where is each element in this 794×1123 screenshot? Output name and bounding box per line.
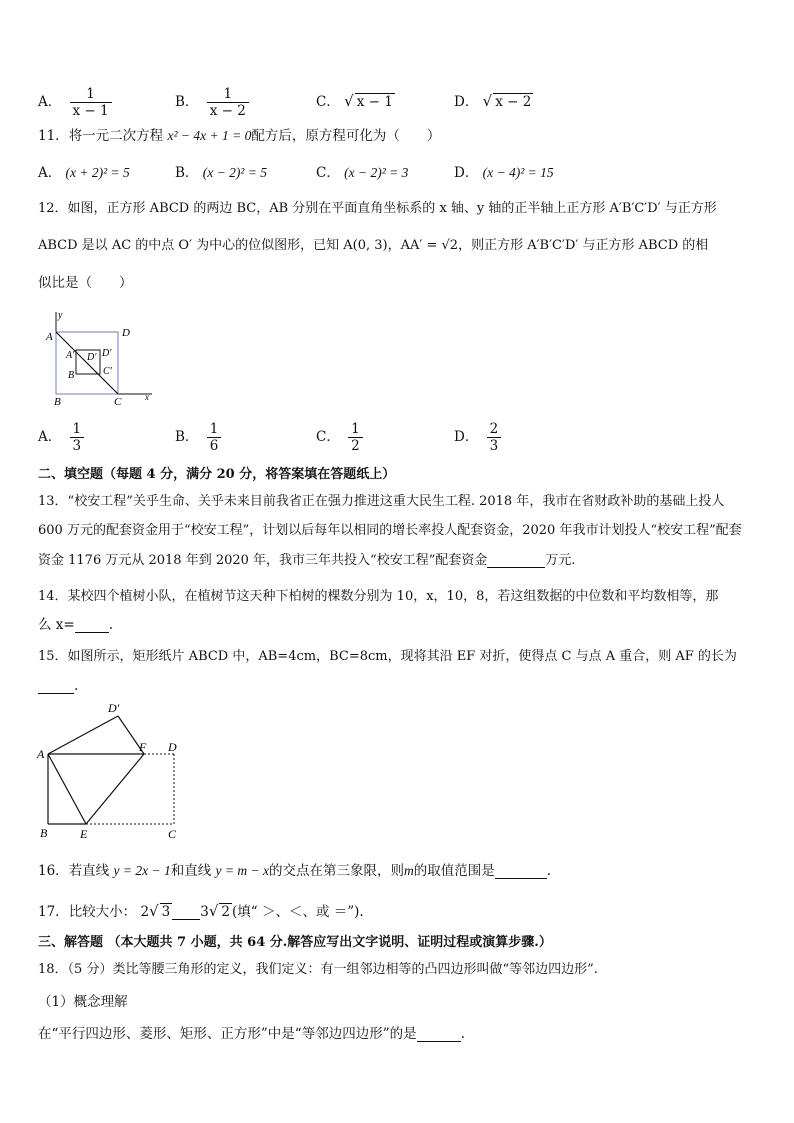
q11-option-a — [38, 161, 130, 181]
fold-ef — [86, 754, 144, 824]
question-text: 比较大小： — [68, 904, 137, 920]
coefficient: 2 — [140, 904, 150, 920]
radicand: x − 2 — [495, 94, 532, 110]
option-label: C． — [316, 429, 340, 445]
option-value: (x − 4)² = 15 — [482, 165, 554, 180]
segment-ae — [48, 754, 86, 824]
q16-line — [38, 859, 551, 879]
question-text: 600 万元的配套资金用于“校安工程”，计划以后每年以相同的增长率投人配套资金，2020 年我市计划投人“校安工程”配套 — [38, 523, 742, 538]
q18-line1 — [38, 958, 598, 977]
option-label: A． — [38, 165, 62, 181]
question-text: 资金 1176 万元从 2018 年到 2020 年，我市三年共投入“校安工程”配套资金 — [38, 553, 488, 568]
diagonal-ac — [56, 332, 118, 394]
option-value: (x − 2)² = 5 — [202, 165, 267, 180]
q14-line1 — [38, 585, 718, 604]
label-c-prime: C′ — [103, 366, 112, 377]
answer-blank[interactable] — [172, 919, 200, 920]
option-label: B． — [175, 94, 199, 110]
q11-option-b — [175, 161, 267, 181]
question-text: 万元. — [545, 553, 576, 568]
question-text: 将一元二次方程 — [68, 128, 164, 144]
question-text: （5 分）类比等腰三角形的定义，我们定义：有一组邻边相等的凸四边形叫做“等邻边四边形”. — [67, 962, 598, 977]
denominator: 3 — [70, 437, 85, 454]
segment-ad-prime — [48, 716, 118, 754]
denominator: x − 1 — [70, 102, 112, 119]
section-3-title: 三、解答题 （本大题共 7 小题，共 64 分.解答应写出文字说明、证明过程或演算步骤.） — [38, 935, 552, 950]
equation: y = m − x — [215, 863, 269, 878]
q10-option-d — [454, 90, 533, 110]
radicand: 3 — [161, 904, 171, 920]
option-label: B． — [175, 429, 199, 445]
fraction — [70, 86, 112, 119]
question-text: (填“ ＞、＜、或 ＝”). — [231, 904, 364, 920]
q11-stem — [38, 124, 440, 144]
answer-blank[interactable] — [75, 632, 109, 633]
radicand: 2 — [221, 904, 230, 920]
q14-line2 — [38, 613, 113, 633]
q12-option-b — [175, 421, 221, 454]
label-d: D — [168, 740, 177, 754]
q13-line2 — [38, 519, 742, 538]
label-x: x — [145, 392, 149, 402]
question-text: . — [108, 617, 114, 633]
question-number: 18． — [38, 962, 68, 977]
numerator: 1 — [86, 86, 95, 102]
denominator: 3 — [487, 437, 502, 454]
q11-option-d — [454, 161, 554, 181]
fraction — [207, 421, 222, 454]
option-value: (x − 2)² = 3 — [344, 165, 409, 180]
option-label: D． — [454, 165, 479, 181]
label-c: C — [114, 396, 122, 406]
question-text: 配方后，原方程可化为（ ） — [251, 128, 441, 144]
label-a-prime: A′ — [66, 350, 75, 361]
q15-line2 — [38, 678, 78, 694]
numerator: 1 — [223, 86, 233, 102]
option-value: (x + 2)² = 5 — [65, 165, 130, 180]
question-text: 在“平行四边形、菱形、矩形、正方形”中是“等邻边四边形”的是 — [38, 1026, 417, 1042]
q13-line3 — [38, 549, 575, 568]
question-number: 13． — [38, 494, 68, 509]
option-label: A． — [38, 94, 62, 110]
q10-option-b — [175, 86, 249, 119]
question-text: 的交点在第三象限，则 — [268, 863, 404, 879]
equation: x² − 4x + 1 = 0 — [167, 128, 252, 143]
q13-line1 — [38, 490, 724, 509]
q12-option-c — [316, 421, 363, 454]
label-d-prime: D′ — [108, 701, 120, 715]
q12-line3 — [38, 271, 133, 291]
numerator: 1 — [72, 421, 82, 437]
label-d: D — [122, 327, 130, 339]
label-origin-b: B — [54, 396, 61, 406]
numerator: 1 — [351, 421, 360, 437]
question-text: . — [546, 863, 551, 879]
sqrt-sign: √ — [344, 92, 354, 110]
label-y: y — [58, 310, 63, 321]
q10-option-c — [316, 90, 395, 110]
question-number: 14． — [38, 589, 68, 604]
equation: y = 2x − 1 — [113, 863, 171, 878]
numerator: 1 — [209, 421, 219, 437]
sqrt-sign: √ — [149, 902, 159, 920]
answer-blank[interactable] — [495, 878, 547, 879]
label-c: C — [168, 827, 177, 841]
q12-option-a — [38, 421, 84, 454]
denominator: 2 — [348, 437, 363, 454]
answer-blank[interactable] — [38, 693, 74, 694]
section-2-title: 二、填空题（每题 4 分，满分 20 分，将答案填在答题纸上） — [38, 467, 396, 482]
question-text: 若直线 — [68, 863, 110, 879]
question-text: . — [74, 678, 79, 694]
label-a: A — [37, 747, 45, 761]
question-text: . — [460, 1026, 465, 1042]
fraction — [207, 86, 249, 119]
q17-line — [38, 900, 364, 920]
q11-option-c — [316, 161, 408, 181]
question-text: ABCD 是以 AC 的中点 O′ 为中心的位似图形，已知 A(0, 3)，AA′ = √2，则正方形 A′B′C′D′ 与正方形 ABCD 的相 — [38, 238, 709, 253]
fraction — [70, 421, 85, 454]
radicand: x − 1 — [356, 94, 393, 110]
option-label: C． — [316, 94, 340, 110]
denominator: 6 — [207, 437, 222, 454]
option-label: D． — [454, 429, 479, 445]
q10-option-a — [38, 86, 112, 119]
q15-line1 — [38, 645, 737, 664]
question-text: 和直线 — [170, 863, 212, 879]
sqrt-sign: √ — [482, 92, 493, 110]
question-number: 17． — [38, 904, 69, 920]
question-number: 15． — [38, 649, 68, 664]
q12-line1 — [38, 197, 717, 216]
variable: m — [403, 863, 414, 878]
answer-blank[interactable] — [487, 567, 545, 568]
label-e: E — [80, 827, 88, 841]
question-number: 12． — [38, 201, 68, 216]
q12-figure — [44, 306, 154, 406]
fraction — [487, 421, 502, 454]
question-text: 的取值范围是 — [413, 863, 495, 879]
coefficient: 3 — [200, 904, 209, 920]
q18-sub1: （1）概念理解 — [38, 994, 128, 1010]
answer-blank[interactable] — [417, 1041, 461, 1042]
option-label: A． — [38, 429, 62, 445]
option-label: D． — [454, 94, 479, 110]
question-text: 某校四个植树小队，在植树节这天种下柏树的棵数分别为 10，x，10，8，若这组数据的中位数和平均数相等，那 — [67, 589, 719, 604]
label-d-prime: D′ — [87, 352, 97, 363]
label-f: F — [139, 740, 147, 754]
question-text: “校安工程”关乎生命、关乎未来目前我省正在强力推进这重大民生工程. 2018 年，我市在省财政补助的基础上投人 — [67, 494, 725, 509]
option-label: B． — [175, 165, 199, 181]
numerator: 2 — [489, 421, 499, 437]
question-text: 如图，正方形 ABCD 的两边 BC，AB 分别在平面直角坐标系的 x 轴、y 轴的正半轴上正方形 A′B′C′D′ 与正方形 — [67, 201, 717, 216]
fraction — [348, 421, 363, 454]
question-text: 么 x= — [38, 617, 75, 633]
question-number: 16． — [38, 863, 69, 879]
q12-line2 — [38, 234, 708, 253]
label-b-prime: B — [68, 370, 75, 381]
question-text: 如图所示，矩形纸片 ABCD 中，AB=4cm，BC=8cm，现将其沿 EF 对折，使得点 C 与点 A 重合，则 AF 的长为 — [67, 649, 737, 664]
q18-line3 — [38, 1022, 465, 1042]
sqrt-sign: √ — [208, 902, 219, 920]
q15-figure — [36, 698, 186, 848]
denominator: x − 2 — [207, 102, 249, 119]
question-number: 11． — [38, 128, 69, 144]
q12-option-d — [454, 421, 501, 454]
option-label: C． — [316, 165, 340, 181]
label-d-prime-outer: D′ — [102, 348, 112, 359]
question-text: 似比是（ ） — [38, 275, 133, 291]
label-b: B — [40, 826, 48, 840]
label-a: A — [46, 331, 53, 343]
